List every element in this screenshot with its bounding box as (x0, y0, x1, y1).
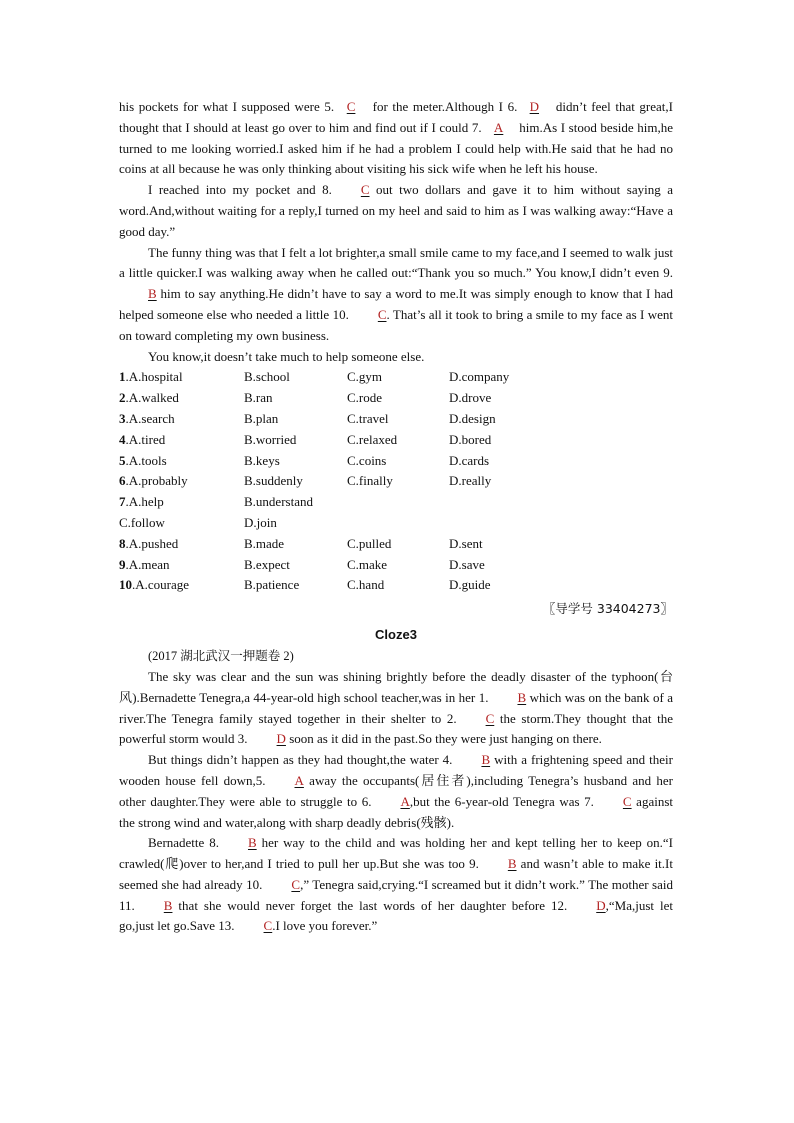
options-list (119, 367, 673, 596)
passage1-paragraph-4: You know,it doesn’t take much to help someone else. (148, 348, 425, 364)
answer-blank-4: B (481, 752, 491, 768)
section-title: Cloze3 (375, 627, 417, 643)
option-row: 10.A.courage B.patience C.hand D.guide (119, 577, 491, 593)
reference-number: 〖导学号 33404273〗 (542, 601, 673, 617)
option-row: 5.A.tools B.keys C.coins D.cards (119, 452, 490, 468)
answer-blank-6: D (529, 99, 540, 114)
option-row: 1.A.hospital B.school C.gym D.company (119, 369, 510, 385)
answer-blank-13: C (263, 918, 273, 934)
option-row: 9.A.mean B.expect C.make D.save (119, 556, 485, 572)
answer-blank-10: C (377, 306, 387, 322)
answer-blank-5: A (294, 772, 304, 788)
answer-blank-6: A (400, 793, 410, 809)
answer-blank-7: A (493, 119, 504, 135)
answer-blank-3: D (276, 731, 286, 747)
source-note: (2017 湖北武汉一押题卷 2) (148, 649, 294, 664)
passage1-paragraph-3: The funny thing was that I felt a lot brighter,a small smile came to my face,and I seemed to walk just a little quicker.I was walking away when he called out:“Thank you so much.” You know,I didn’t even 9.B him to say anything.He didn’t have to say a word to me.It was simply enough to know that I had helped someone else who needed a little 10. C. That’s all it took to bring a smile to my face as I went on toward completing my own business. (119, 244, 674, 343)
answer-blank-8: B (247, 835, 257, 851)
answer-blank-9: B (148, 286, 157, 302)
option-row: 2.A.walked B.ran C.rode D.drove (119, 390, 492, 406)
option-row: C.follow D.join (119, 514, 277, 530)
option-row: 8.A.pushed B.made C.pulled D.sent (119, 535, 483, 551)
answer-blank-10: C (291, 876, 301, 892)
answer-blank-8: C (360, 182, 370, 198)
passage1-paragraph-1: his pockets for what I supposed were 5. C for the meter.Although I 6. D didn’t feel that great,I thought that I should at least go over to him and find out if I could 7. A him.As I stood beside him,he turned to me looking worried.I asked him if he had a problem I could help with.He said that he had no coins at all because he was only thinking about visiting his sick wife when he left his house. (119, 99, 673, 177)
cloze3-paragraph-1: The sky was clear and the sun was shining brightly before the deadly disaster of the typhoon(台风).Bernadette Tenegra,a 44-year-old high school teacher,was in her 1. B which was on the bank of a river.The Tenegra family stayed together in their shelter to 2. C the storm.They thought that the powerful storm would 3. D soon as it did in the past.So they were just hanging on there. (119, 668, 673, 747)
cloze3-paragraph-3: Bernadette 8. B her way to the child and was holding her and kept telling her to keep on.“I crawled(爬)over to her,and I tried to pull her up.But she was too 9. B and wasn’t able to make it.It seemed she had already 10. C,” Tenegra said,crying.“I screamed but it didn’t work.” The mother said 11. B that she would never forget the last words of her daughter before 12. D,“Ma,just let go,just let go.Save 13. C.I love you forever.” (119, 835, 673, 934)
option-row: 6.A.probably B.suddenly C.finally D.really (119, 473, 492, 489)
document-content (119, 97, 673, 937)
answer-blank-9: B (507, 856, 517, 872)
answer-blank-7: C (622, 793, 632, 809)
option-row: 4.A.tired B.worried C.relaxed D.bored (119, 431, 492, 447)
passage1-paragraph-2: I reached into my pocket and 8. C out two dollars and gave it to him without saying a word.And,without waiting for a reply,I turned on my heel and said to him as I was walking away:“Have a good day.” (119, 182, 673, 239)
answer-blank-5: C (346, 99, 356, 114)
answer-blank-11: B (163, 897, 173, 913)
answer-blank-12: D (596, 897, 606, 913)
cloze3-paragraph-2: But things didn’t happen as they had thought,the water 4. B with a frightening speed and their wooden house fell down,5. A away the occupants(居住者),including Tenegra’s husband and her other daughter.They were able to struggle to 6. A,but the 6-year-old Tenegra was 7. C against the strong wind and water,along with sharp deadly debris(残骸). (119, 752, 674, 830)
answer-blank-2: C (485, 710, 495, 726)
answer-blank-1: B (517, 689, 527, 705)
option-row: 7.A.help B.understand (119, 494, 313, 510)
option-row: 3.A.search B.plan C.travel D.design (119, 410, 496, 426)
